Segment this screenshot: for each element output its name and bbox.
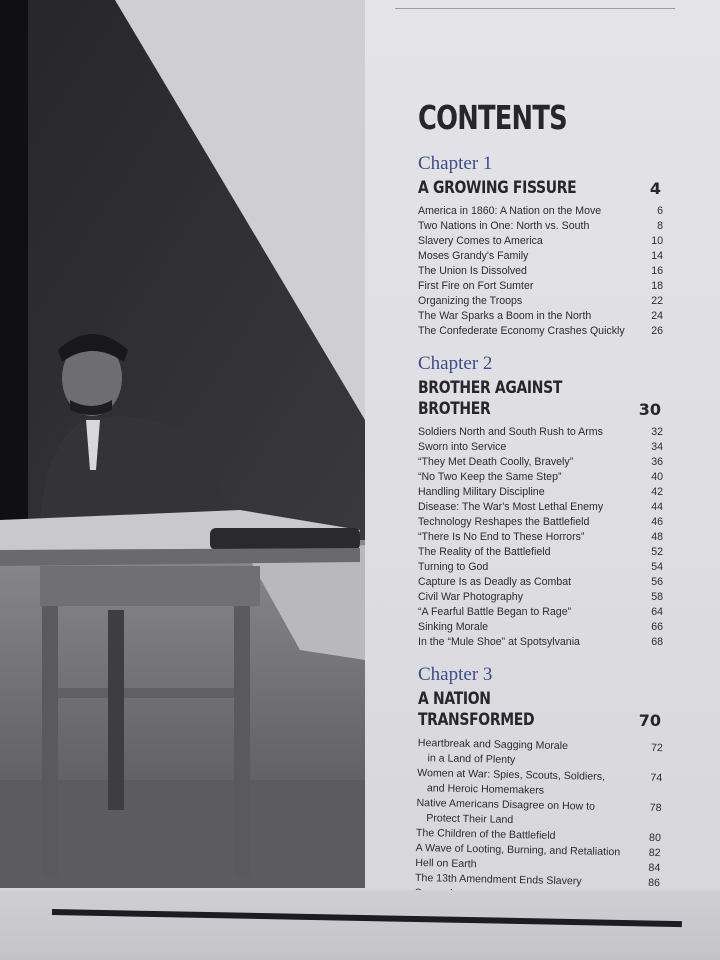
entry-title: Moses Grandy's Family: [418, 250, 529, 262]
entry-page: 74: [650, 771, 663, 785]
chapter-2: [418, 353, 663, 650]
toc-entry[interactable]: [418, 279, 663, 294]
entry-list: [418, 204, 663, 339]
entry-page: 48: [651, 531, 663, 543]
entry-title: [417, 766, 623, 800]
chapter-label: Chapter 3: [418, 664, 493, 685]
entry-title: Two Nations in One: North vs. South: [418, 220, 590, 232]
entry-page: 40: [651, 471, 663, 483]
entry-page: 32: [651, 426, 663, 438]
entry-page: 80: [648, 831, 662, 845]
entry-title: A Wave of Looting, Burning, and Retaliation: [415, 841, 621, 859]
entry-title: The 13th Amendment Ends Slavery: [414, 871, 582, 888]
chapter-1: [418, 153, 663, 339]
chapter-page-number: 70: [638, 711, 661, 730]
toc-entry[interactable]: [418, 234, 663, 249]
chapter-title-line-1: A NATION: [418, 689, 491, 709]
entry-title-line-1: Native Americans Disagree on How to: [416, 796, 596, 813]
chapter-title-line-2: BROTHER: [418, 399, 491, 419]
chapter-3: [414, 664, 663, 916]
entry-title: Sworn into Service: [418, 441, 507, 453]
entry-title: Handling Military Discipline: [418, 486, 545, 498]
chapter-heading[interactable]: [418, 689, 663, 731]
toc-entry[interactable]: [418, 324, 663, 339]
top-rule: [395, 8, 675, 9]
toc-entry[interactable]: [418, 590, 663, 605]
chapter-title: [418, 689, 582, 731]
entry-page: 26: [651, 325, 663, 337]
entry-page: 44: [651, 501, 663, 513]
entry-title: Soldiers North and South Rush to Arms: [418, 426, 603, 438]
entry-title: Disease: The War's Most Lethal Enemy: [418, 501, 604, 513]
entry-page: 16: [651, 265, 663, 277]
chapter-heading[interactable]: [418, 378, 663, 420]
contents-title: CONTENTS: [418, 98, 567, 137]
toc-entry[interactable]: [418, 515, 663, 530]
toc-entry[interactable]: [418, 249, 663, 264]
entry-title-line-1: Heartbreak and Sagging Morale: [417, 736, 569, 753]
entry-title: Turning to God: [418, 561, 489, 573]
toc-entry[interactable]: [418, 264, 663, 279]
toc-entry[interactable]: [418, 560, 663, 575]
entry-title: “A Fearful Battle Began to Rage”: [418, 606, 572, 618]
chapter-label: Chapter 1: [418, 153, 493, 174]
entry-title: “They Met Death Coolly, Bravely”: [418, 456, 574, 468]
toc-entry[interactable]: [418, 470, 663, 485]
entry-page: 56: [651, 576, 663, 588]
chapter-title-line-2: TRANSFORMED: [418, 710, 535, 730]
toc-entry[interactable]: [418, 204, 663, 219]
entry-page: 66: [651, 621, 663, 633]
entry-title: Technology Reshapes the Battlefield: [418, 516, 590, 528]
entry-page: 52: [651, 546, 663, 558]
entry-page: 22: [651, 295, 663, 307]
chapter-page-number: 30: [638, 400, 661, 419]
entry-page: 6: [657, 205, 663, 217]
entry-page: 84: [648, 861, 661, 875]
desk-front: [40, 566, 260, 606]
entry-page: 64: [651, 606, 663, 618]
entry-page: 24: [651, 310, 663, 322]
entry-page: 68: [651, 636, 663, 648]
entry-page: 34: [651, 441, 663, 453]
entry-title: Civil War Photography: [418, 591, 523, 603]
entry-title: “There Is No End to These Horrors”: [418, 531, 585, 543]
toc-entry[interactable]: [418, 620, 663, 635]
toc-entry[interactable]: [418, 455, 663, 470]
toc-entry[interactable]: [418, 309, 663, 324]
toc-entry[interactable]: [418, 425, 663, 440]
civil-war-photograph: [0, 0, 365, 888]
toc-entry[interactable]: [418, 294, 663, 309]
entry-page: 18: [651, 280, 663, 292]
toc-entry[interactable]: [418, 440, 663, 455]
toc-entry[interactable]: [418, 530, 663, 545]
chapter-title-line-1: BROTHER AGAINST: [418, 378, 562, 398]
entry-title: Hell on Earth: [415, 856, 477, 871]
entry-title-line-2: and Heroic Homemakers: [426, 782, 545, 797]
toc-entry[interactable]: [418, 605, 663, 620]
entry-title: Sinking Morale: [418, 621, 489, 633]
entry-page: 42: [651, 486, 663, 498]
entry-title: [416, 796, 622, 830]
entry-title: The Union Is Dissolved: [418, 265, 527, 277]
entry-page: 10: [651, 235, 663, 247]
toc-entry[interactable]: [418, 485, 663, 500]
chapter-page-number: 4: [649, 179, 661, 198]
entry-title-line-1: Women at War: Spies, Scouts, Soldiers,: [417, 766, 606, 783]
chapter-heading[interactable]: [418, 178, 663, 199]
entry-page: 58: [651, 591, 663, 603]
chapter-label: Chapter 2: [418, 353, 493, 374]
entry-page: 86: [648, 876, 661, 890]
entry-page: 78: [649, 801, 662, 815]
entry-page: 8: [657, 220, 663, 232]
entry-page: 36: [651, 456, 663, 468]
entry-title: Organizing the Troops: [418, 295, 523, 307]
entry-title: The War Sparks a Boom in the North: [418, 310, 592, 322]
entry-page: 72: [650, 741, 663, 755]
toc-entry[interactable]: [418, 219, 663, 234]
entry-title: [417, 736, 623, 770]
entry-title: Capture Is as Deadly as Combat: [418, 576, 572, 588]
entry-title: First Fire on Fort Sumter: [418, 280, 534, 292]
entry-list: [418, 425, 663, 650]
toc-entry[interactable]: [418, 575, 663, 590]
entry-title-line-2: in a Land of Plenty: [427, 752, 516, 767]
toc-entry[interactable]: [418, 545, 663, 560]
entry-title-line-2: Protect Their Land: [426, 812, 514, 827]
entry-page: 46: [651, 516, 663, 528]
toc-entry[interactable]: [418, 500, 663, 515]
entry-page: 54: [651, 561, 663, 573]
entry-title: “No Two Keep the Same Step”: [418, 471, 562, 483]
entry-title: The Reality of the Battlefield: [418, 546, 551, 558]
toc-entry[interactable]: [418, 635, 663, 650]
entry-title: The Children of the Battlefield: [415, 826, 556, 842]
chapter-title: [418, 378, 582, 420]
entry-title: Slavery Comes to America: [418, 235, 543, 247]
entry-page: 82: [648, 846, 661, 860]
entry-title: In the “Mule Shoe” at Spotsylvania: [418, 636, 580, 648]
table-of-contents: [414, 98, 663, 930]
entry-title: The Confederate Economy Crashes Quickly: [418, 325, 625, 337]
chapter-title: A GROWING FISSURE: [418, 178, 577, 198]
entry-title: America in 1860: A Nation on the Move: [418, 205, 602, 217]
entry-page: 14: [651, 250, 663, 262]
